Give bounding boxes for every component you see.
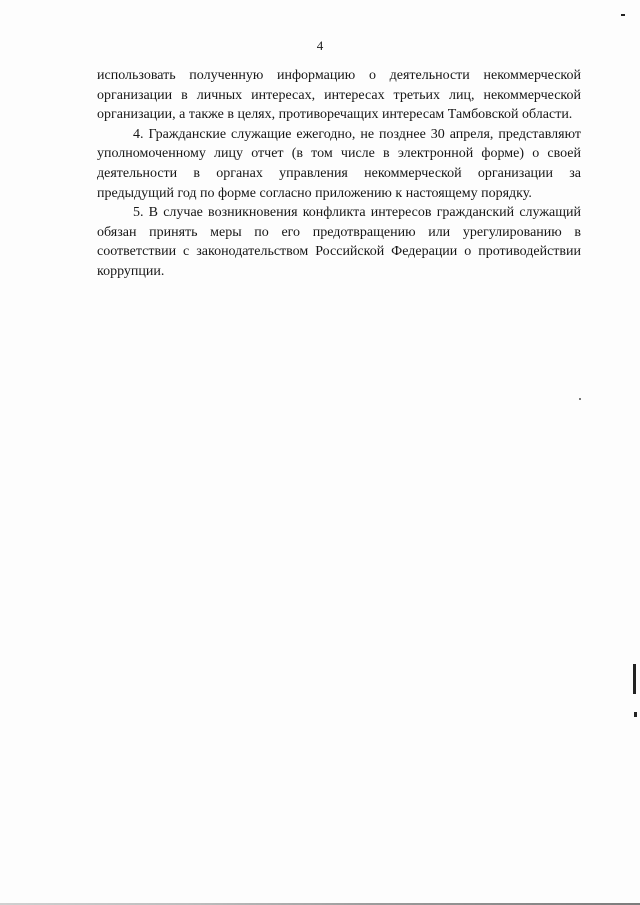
paragraph-continuation: использовать полученную информацию о деятельности некоммерческой организации в личных интересах, интересах третьих лиц, некоммерческой организации, а также в целях, противоречащих интересам Тамбовской области. [97, 68, 581, 123]
paragraph-item-4: 4. Гражданские служащие ежегодно, не позднее 30 апреля, представляют уполномоченному лицу отчет (в том числе в электронной форме) о своей деятельности в органах управления некоммерческой организации за предыдущий год по форме согласно приложению к настоящему порядку. [97, 126, 581, 201]
page-number: 4 [316, 38, 324, 53]
scan-speck-top-right [621, 14, 625, 16]
document-body [97, 66, 581, 282]
scan-edge-mark-2 [634, 712, 637, 717]
scan-speck-right [579, 398, 581, 400]
scan-edge-mark-1 [633, 664, 636, 694]
paragraph-item-5: 5. В случае возникновения конфликта интересов гражданский служащий обязан принять меры по его предотвращению или урегулированию в соответствии с законодательством Российской Федерации о противодействии коррупции. [97, 205, 581, 279]
